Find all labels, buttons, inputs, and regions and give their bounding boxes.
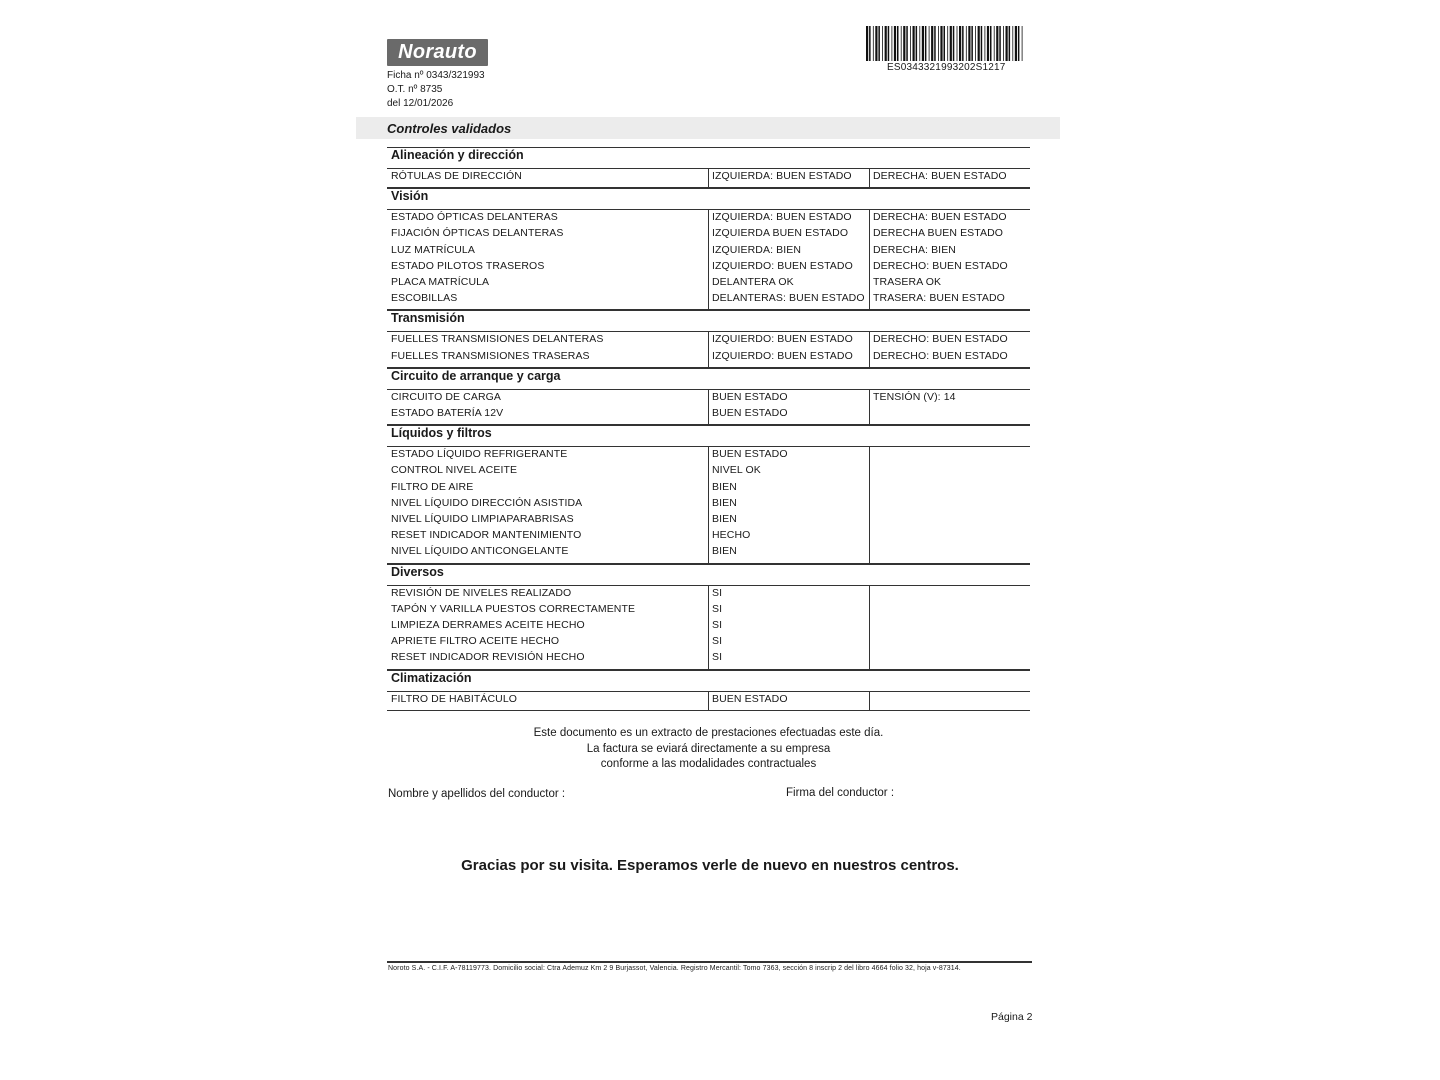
control-item: CONTROL NIVEL ACEITE <box>391 464 518 477</box>
barcode-bar <box>994 26 995 61</box>
barcode-bar <box>959 26 961 61</box>
notice-line-3: conforme a las modalidades contractuales <box>600 758 817 770</box>
barcode-bar <box>925 26 927 61</box>
control-item: NIVEL LÍQUIDO ANTICONGELANTE <box>391 545 569 558</box>
barcode-bar <box>882 26 883 61</box>
column-divider <box>869 446 870 562</box>
control-item: RESET INDICADOR REVISIÓN HECHO <box>391 651 585 664</box>
barcode-bar <box>1018 26 1020 61</box>
column-divider <box>869 331 870 366</box>
driver-signature-label: Firma del conductor : <box>786 787 895 799</box>
control-item: RÓTULAS DE DIRECCIÓN <box>391 170 522 182</box>
barcode-bar <box>934 26 936 61</box>
control-result-right: DERECHA: BUEN ESTADO <box>873 211 1007 224</box>
barcode-bar <box>987 26 989 61</box>
barcode-bar <box>929 26 930 61</box>
section-title: Circuito de arranque y carga <box>391 368 561 383</box>
section-top-rule <box>387 564 1030 565</box>
control-item: ESCOBILLAS <box>391 292 458 305</box>
barcode-bar <box>913 26 915 61</box>
column-divider <box>708 446 709 562</box>
barcode-bar <box>931 26 933 61</box>
column-divider <box>708 389 709 424</box>
driver-name-label: Nombre y apellidos del conductor : <box>388 788 566 800</box>
barcode-bar <box>947 26 948 61</box>
control-item: NIVEL LÍQUIDO DIRECCIÓN ASISTIDA <box>391 496 583 509</box>
column-divider <box>708 168 709 187</box>
document-date: del 12/01/2026 <box>387 98 454 109</box>
control-item: FUELLES TRANSMISIONES TRASERAS <box>391 349 590 362</box>
barcode-bar <box>938 26 939 61</box>
control-result-right: TRASERA OK <box>873 276 942 288</box>
control-item: FIJACIÓN ÓPTICAS DELANTERAS <box>391 227 564 240</box>
barcode-bar <box>966 26 967 61</box>
control-item: APRIETE FILTRO ACEITE HECHO <box>391 635 560 648</box>
control-result-left: SI <box>712 602 723 615</box>
column-divider <box>869 209 870 309</box>
section-title: Alineación y dirección <box>391 148 524 162</box>
section-title: Líquidos y filtros <box>391 426 492 441</box>
section-top-rule <box>387 310 1030 311</box>
control-result-left: IZQUIERDO: BUEN ESTADO <box>712 333 853 346</box>
control-result-left: IZQUIERDA: BUEN ESTADO <box>712 211 852 224</box>
notice-line-2: La factura se eviará directamente a su empresa <box>586 742 831 755</box>
control-result-left: BIEN <box>712 513 737 525</box>
notice-line-1: Este documento es un extracto de prestaciones efectuadas este día. <box>533 727 884 739</box>
column-divider <box>869 585 870 669</box>
column-divider <box>708 585 709 669</box>
barcode-bar <box>962 26 964 61</box>
barcode-bar <box>1012 26 1013 61</box>
control-result-left: IZQUIERDA: BIEN <box>712 243 802 256</box>
barcode-bar <box>894 26 896 61</box>
column-divider <box>708 691 709 710</box>
barcode-bar <box>999 26 1001 61</box>
page-number: Página 2 <box>991 1011 1033 1023</box>
barcode-bar <box>919 26 920 61</box>
barcode-bar <box>950 26 952 61</box>
footer-divider <box>387 961 1032 963</box>
control-result-left: DELANTERA OK <box>712 276 794 288</box>
thanks-message: Gracias por su visita. Esperamos verle de nuevo en nuestros centros. <box>461 857 959 874</box>
barcode-bar <box>873 26 874 61</box>
column-divider <box>708 209 709 309</box>
control-item: ESTADO PILOTOS TRASEROS <box>391 259 545 272</box>
barcode-bar <box>869 26 871 61</box>
barcode-bar <box>892 26 893 61</box>
control-result-left: IZQUIERDO: BUEN ESTADO <box>712 349 853 362</box>
norauto-logo: Norauto <box>387 39 488 66</box>
barcode-bar <box>1003 26 1004 61</box>
control-result-left: SI <box>712 651 723 664</box>
control-result-left: BIEN <box>712 496 737 509</box>
control-result-left: HECHO <box>712 529 751 542</box>
barcode-bar <box>922 26 924 61</box>
control-item: FILTRO DE AIRE <box>391 480 474 493</box>
barcode-bar <box>910 26 911 61</box>
control-result-right: DERECHA BUEN ESTADO <box>873 227 1004 240</box>
section-bottom-rule <box>387 710 1030 711</box>
column-divider <box>869 168 870 187</box>
barcode-bar <box>944 26 946 61</box>
control-result-left: SI <box>712 635 723 648</box>
barcode-bar <box>971 26 973 61</box>
control-item: FILTRO DE HABITÁCULO <box>391 692 518 705</box>
control-result-left: SI <box>712 619 723 631</box>
barcode-bar <box>978 26 980 61</box>
band-title: Controles validados <box>387 121 512 136</box>
barcode-bar <box>888 26 890 61</box>
ficha-number: Ficha nº 0343/321993 <box>387 70 485 81</box>
control-item: NIVEL LÍQUIDO LIMPIAPARABRISAS <box>391 513 574 525</box>
control-item: LIMPIEZA DERRAMES ACEITE HECHO <box>391 619 585 631</box>
document-header-info <box>387 69 485 111</box>
control-result-right: TRASERA: BUEN ESTADO <box>873 292 1005 305</box>
control-item: RESET INDICADOR MANTENIMIENTO <box>391 529 582 542</box>
barcode-bar <box>985 26 986 61</box>
work-order-number: O.T. nº 8735 <box>387 84 443 95</box>
control-item: CIRCUITO DE CARGA <box>391 390 502 403</box>
barcode-bar <box>981 26 983 61</box>
control-result-left: IZQUIERDA: BUEN ESTADO <box>712 170 852 182</box>
barcode-bar <box>1022 26 1023 61</box>
barcode-bar <box>916 26 918 61</box>
control-result-left: BUEN ESTADO <box>712 390 788 403</box>
barcode-bar <box>1015 26 1017 61</box>
control-result-left: BIEN <box>712 545 737 558</box>
section-top-rule <box>387 670 1030 671</box>
control-item: TAPÓN Y VARILLA PUESTOS CORRECTAMENTE <box>391 602 636 615</box>
barcode-bar <box>875 26 877 61</box>
barcode-bar <box>1006 26 1008 61</box>
barcode-bar <box>901 26 902 61</box>
control-result-left: IZQUIERDO: BUEN ESTADO <box>712 259 853 272</box>
legal-footer: Noroto S.A. - C.I.F. A-78119773. Domicilio social: Ctra Ademuz Km 2 9 Burjassot, Valencia. Registro Mercantil: Tomo 7363, sección 8 inscrip 2 del libro 4664 folio 32, hoja v-87314. <box>388 965 961 972</box>
column-divider <box>708 331 709 366</box>
control-result-left: SI <box>712 586 723 599</box>
section-title: Diversos <box>391 564 444 579</box>
barcode-bar <box>878 26 880 61</box>
barcode-bar <box>1009 26 1011 61</box>
section-top-rule <box>387 188 1030 189</box>
control-result-right: DERECHA: BIEN <box>873 243 956 256</box>
control-result-left: BUEN ESTADO <box>712 407 788 419</box>
barcode-bar <box>885 26 887 61</box>
barcode-bar <box>866 26 868 61</box>
barcode-bar <box>906 26 908 61</box>
barcode-bar <box>940 26 942 61</box>
control-result-right: DERECHO: BUEN ESTADO <box>873 333 1008 346</box>
column-divider <box>869 691 870 710</box>
barcode-bar <box>957 26 958 61</box>
control-item: LUZ MATRÍCULA <box>391 243 475 256</box>
control-item: ESTADO ÓPTICAS DELANTERAS <box>391 211 558 224</box>
barcode-bar <box>996 26 998 61</box>
control-result-left: NIVEL OK <box>712 464 761 477</box>
control-result-left: BUEN ESTADO <box>712 448 788 461</box>
control-item: FUELLES TRANSMISIONES DELANTERAS <box>391 333 604 346</box>
barcode-bar <box>903 26 905 61</box>
control-item: PLACA MATRÍCULA <box>391 276 490 288</box>
section-title: Transmisión <box>391 311 465 326</box>
control-item: ESTADO BATERÍA 12V <box>391 407 504 419</box>
control-result-left: DELANTERAS: BUEN ESTADO <box>712 292 865 305</box>
control-result-right: DERECHO: BUEN ESTADO <box>873 349 1008 362</box>
control-result-left: BIEN <box>712 480 737 493</box>
control-item: ESTADO LÍQUIDO REFRIGERANTE <box>391 448 568 461</box>
control-result-left: IZQUIERDA BUEN ESTADO <box>712 227 849 240</box>
control-item: REVISIÓN DE NIVELES REALIZADO <box>391 586 572 599</box>
barcode-number: ES0343321993202S1217 <box>887 62 1006 73</box>
barcode-bar <box>968 26 970 61</box>
barcode-bar <box>897 26 899 61</box>
barcode-bar <box>953 26 955 61</box>
barcode <box>866 26 1024 61</box>
section-title: Visión <box>391 189 429 204</box>
control-result-right: TENSIÓN (V): 14 <box>873 390 956 403</box>
column-divider <box>869 389 870 424</box>
barcode-bar <box>975 26 976 61</box>
section-title: Climatización <box>391 670 472 685</box>
barcode-bar <box>990 26 992 61</box>
control-result-right: DERECHO: BUEN ESTADO <box>873 259 1008 272</box>
control-result-right: DERECHA: BUEN ESTADO <box>873 170 1007 182</box>
control-result-left: BUEN ESTADO <box>712 692 788 705</box>
